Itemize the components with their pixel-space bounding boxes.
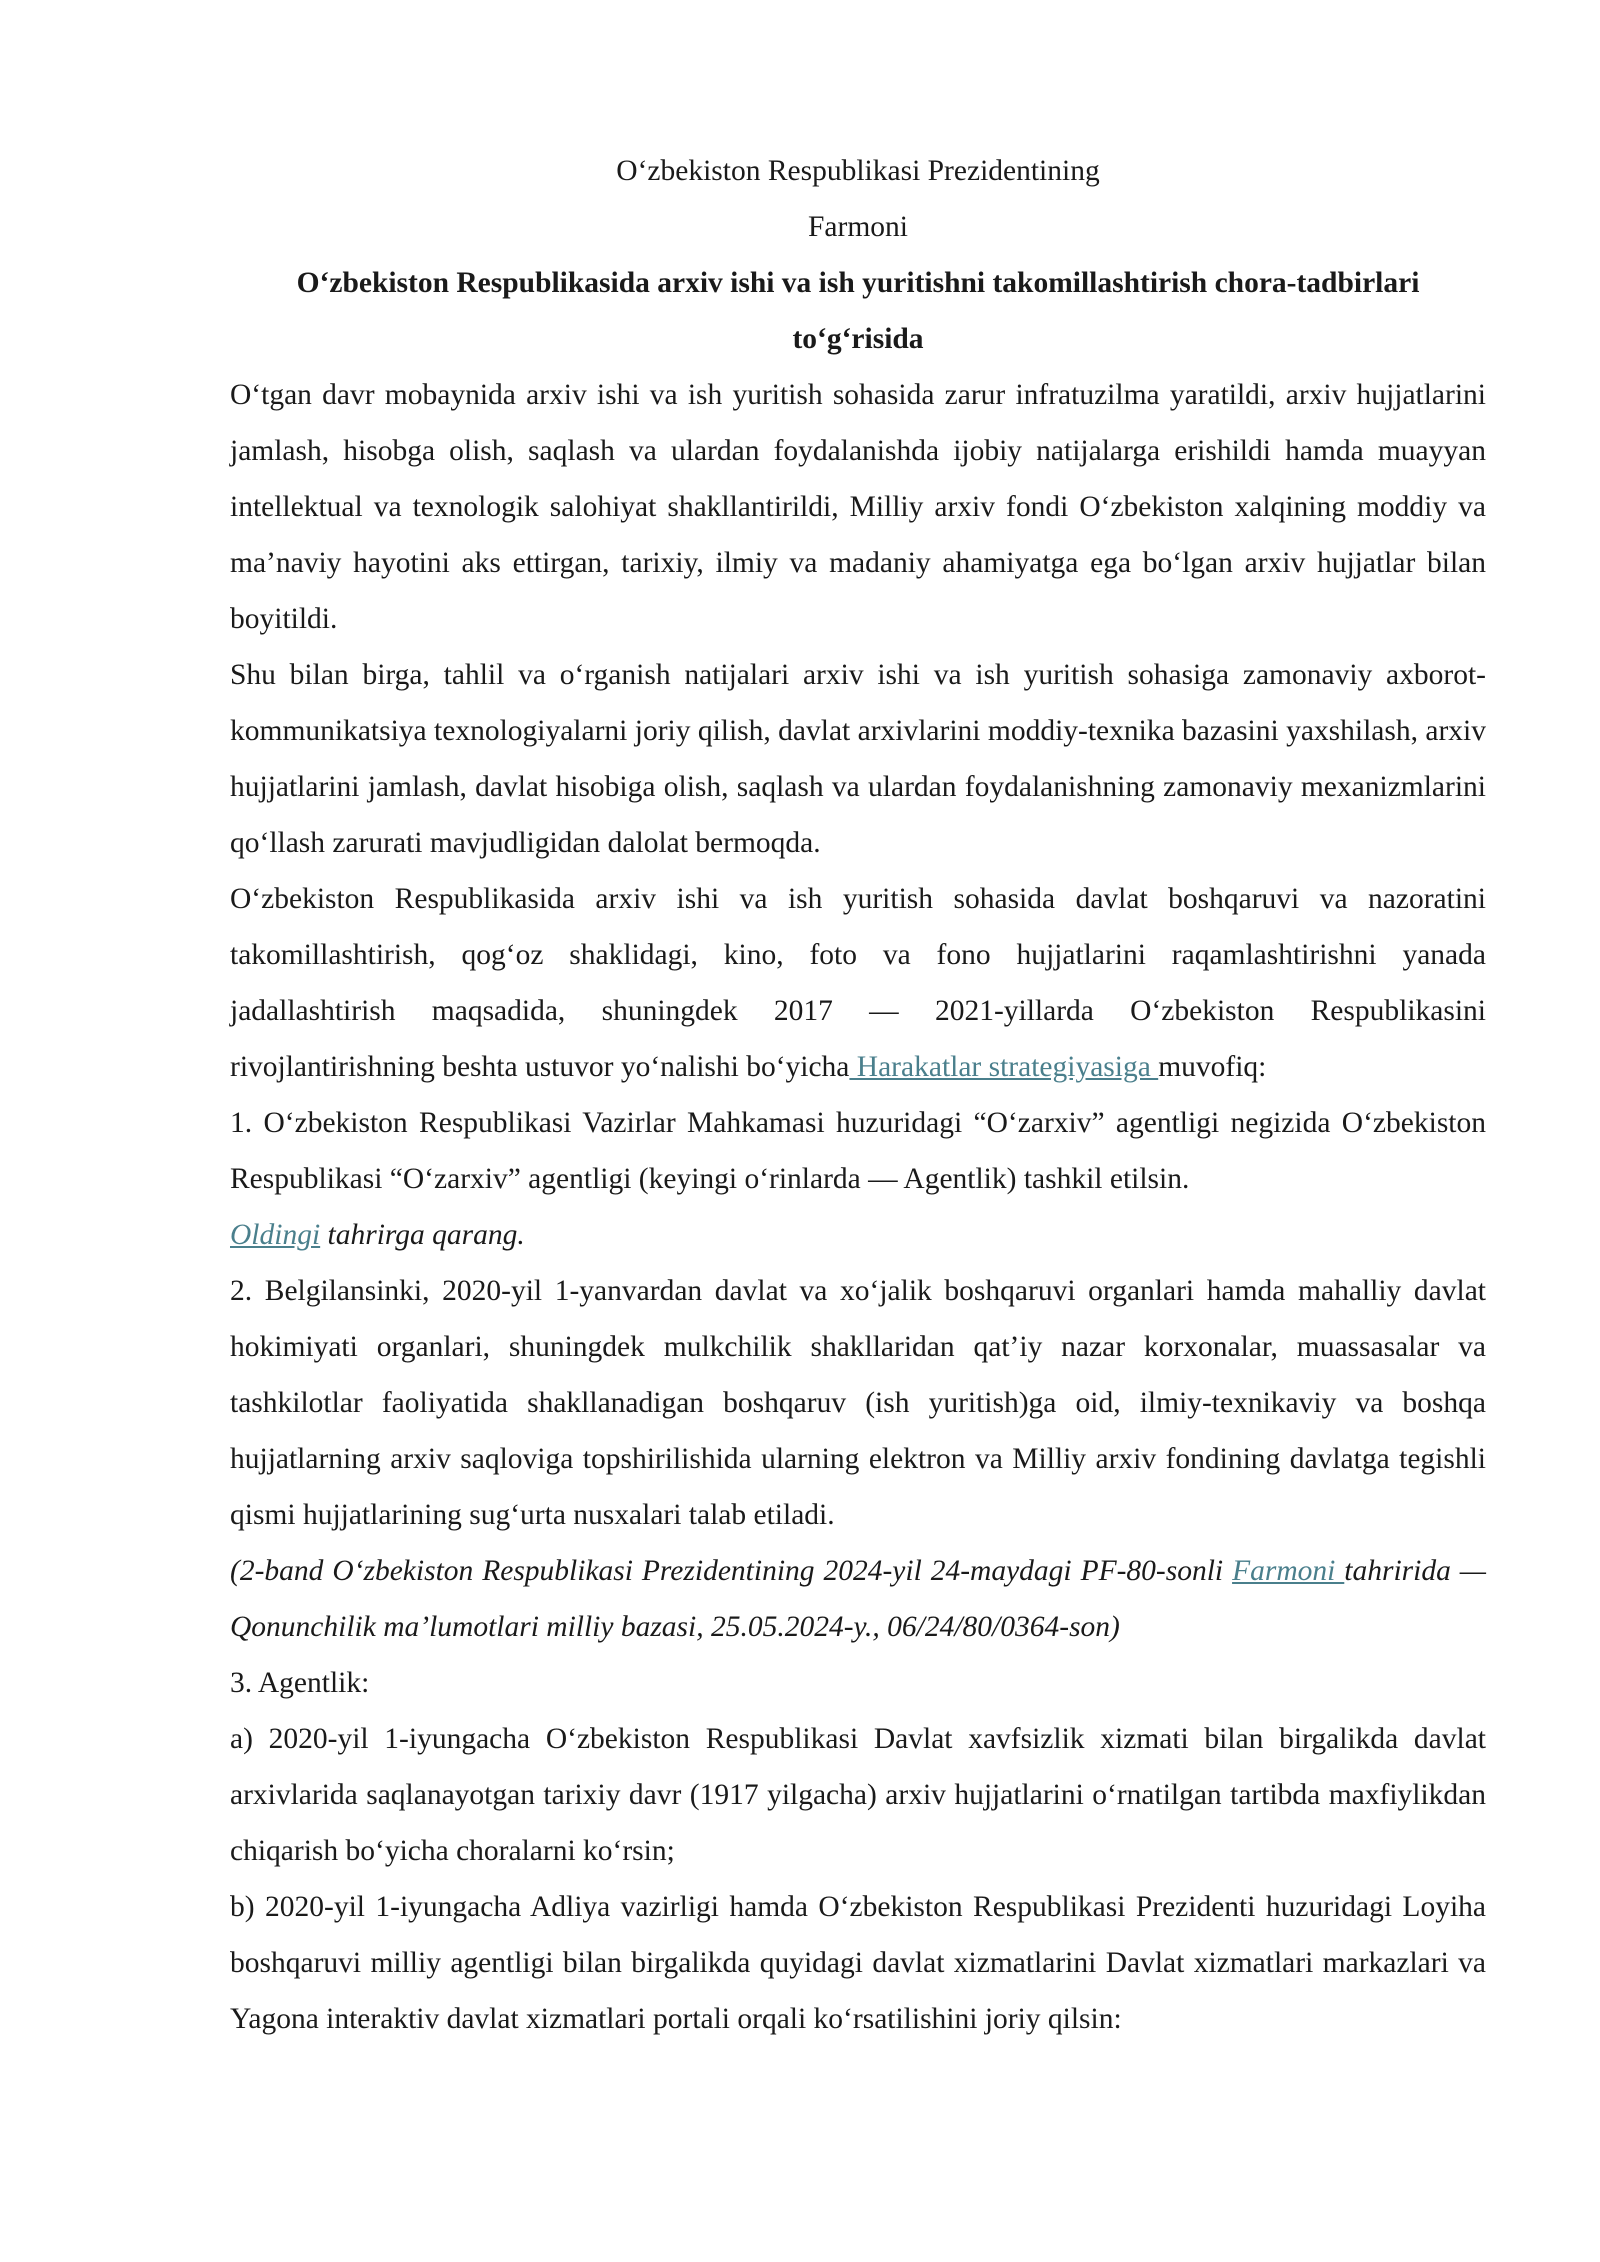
amendment-note xyxy=(230,1543,1486,1655)
decree-issuer: O‘zbekiston Respublikasi Prezidentining xyxy=(616,155,1100,187)
item-3b: b) 2020-yil 1-iyungacha Adliya vazirligi hamda O‘zbekiston Respublikasi Prezidenti huzuridagi Loyiha boshqaruvi milliy agentligi bilan birgalikda quyidagi davlat xizmatlarini Davlat xizmatlari markazlari va Yagona interaktiv davlat xizmatlari portali orqali ko‘rsatilishini joriy qilsin: xyxy=(230,1891,1486,2035)
document-page xyxy=(230,143,1486,2047)
paragraph-purpose-text: O‘zbekiston Respublikasida arxiv ishi va ish yuritish sohasida davlat boshqaruvi va nazoratini takomillashtirish, qog‘oz shaklidagi, kino, foto va fono hujjatlarini raqamlashtirishni yanada jadallashtirish maqsadida, shuningdek 2017 — 2021-yillarda O‘zbekiston Respublikasini rivojlantirishning beshta ustuvor yo‘nalishi bo‘yicha xyxy=(230,883,1486,1083)
previous-edition-note xyxy=(230,1207,1486,1263)
item-1: 1. O‘zbekiston Respublikasi Vazirlar Mahkamasi huzuridagi “O‘zarxiv” agentligi negizida O‘zbekiston Respublikasi “O‘zarxiv” agentligi (keyingi o‘rinlarda — Agentlik) tashkil etilsin. xyxy=(230,1107,1486,1195)
previous-edition-text: tahrirga qarang. xyxy=(320,1219,525,1251)
paragraph-intro: O‘tgan davr mobaynida arxiv ishi va ish yuritish sohasida zarur infratuzilma yaratildi, arxiv hujjatlarini jamlash, hisobga olish, saqlash va ulardan foydalanishda ijobiy natijalarga erishildi hamda muayyan intellektual va texnologik salohiyat shakllantirildi, Milliy arxiv fondi O‘zbekiston xalqining moddiy va ma’naviy hayotini aks ettirgan, tarixiy, ilmiy va madaniy ahamiyatga ega bo‘lgan arxiv hujjatlar bilan boyitildi. xyxy=(230,379,1486,635)
strategy-link[interactable]: Harakatlar strategiyasiga xyxy=(849,1051,1159,1083)
previous-edition-link[interactable]: Oldingi xyxy=(230,1219,321,1251)
item-2: 2. Belgilansinki, 2020-yil 1-yanvardan davlat va xo‘jalik boshqaruvi organlari hamda mahalliy davlat hokimiyati organlari, shuningdek mulkchilik shakllaridan qat’iy nazar korxonalar, muassasalar va tashkilotlar faoliyatida shakllanadigan boshqaruv (ish yuritish)ga oid, ilmiy-texnikaviy va boshqa hujjatlarning arxiv saqloviga topshirilishida ularning elektron va Milliy arxiv fondining davlatga tegishli qismi hujjatlarining sug‘urta nusxalari talab etiladi. xyxy=(230,1275,1486,1531)
decree-link[interactable]: Farmoni xyxy=(1232,1555,1345,1587)
paragraph-analysis: Shu bilan birga, tahlil va o‘rganish natijalari arxiv ishi va ish yuritish sohasiga zamonaviy axborot-kommunikatsiya texnologiyalarni joriy qilish, davlat arxivlarini moddiy-texnika bazasini yaxshilash, arxiv hujjatlarini jamlash, davlat hisobiga olish, saqlash va ulardan foydalanishning zamonaviy mexanizmlarini qo‘llash zarurati mavjudligidan dalolat bermoqda. xyxy=(230,659,1486,859)
amendment-note-text: (2-band O‘zbekiston Respublikasi Prezidentining 2024-yil 24-maydagi PF-80-sonli xyxy=(230,1555,1233,1587)
item-3: 3. Agentlik: xyxy=(230,1667,370,1699)
decree-type: Farmoni xyxy=(808,211,908,243)
item-3a: a) 2020-yil 1-iyungacha O‘zbekiston Respublikasi Davlat xavfsizlik xizmati bilan birgalikda davlat arxivlarida saqlanayotgan tarixiy davr (1917 yilgacha) arxiv hujjatlarini o‘rnatilgan tartibda maxfiylikdan chiqarish bo‘yicha choralarni ko‘rsin; xyxy=(230,1723,1486,1867)
paragraph-purpose xyxy=(230,871,1486,1095)
amendment-note-end: tahririda — Qonunchilik ma’lumotlari milliy bazasi, 25.05.2024-y., 06/24/80/0364-son) xyxy=(230,1555,1487,1643)
paragraph-purpose-end: muvofiq: xyxy=(1158,1051,1267,1083)
decree-title: O‘zbekiston Respublikasida arxiv ishi va ish yuritishni takomillashtirish chora-tadbirlari to‘g‘risida xyxy=(296,267,1420,355)
